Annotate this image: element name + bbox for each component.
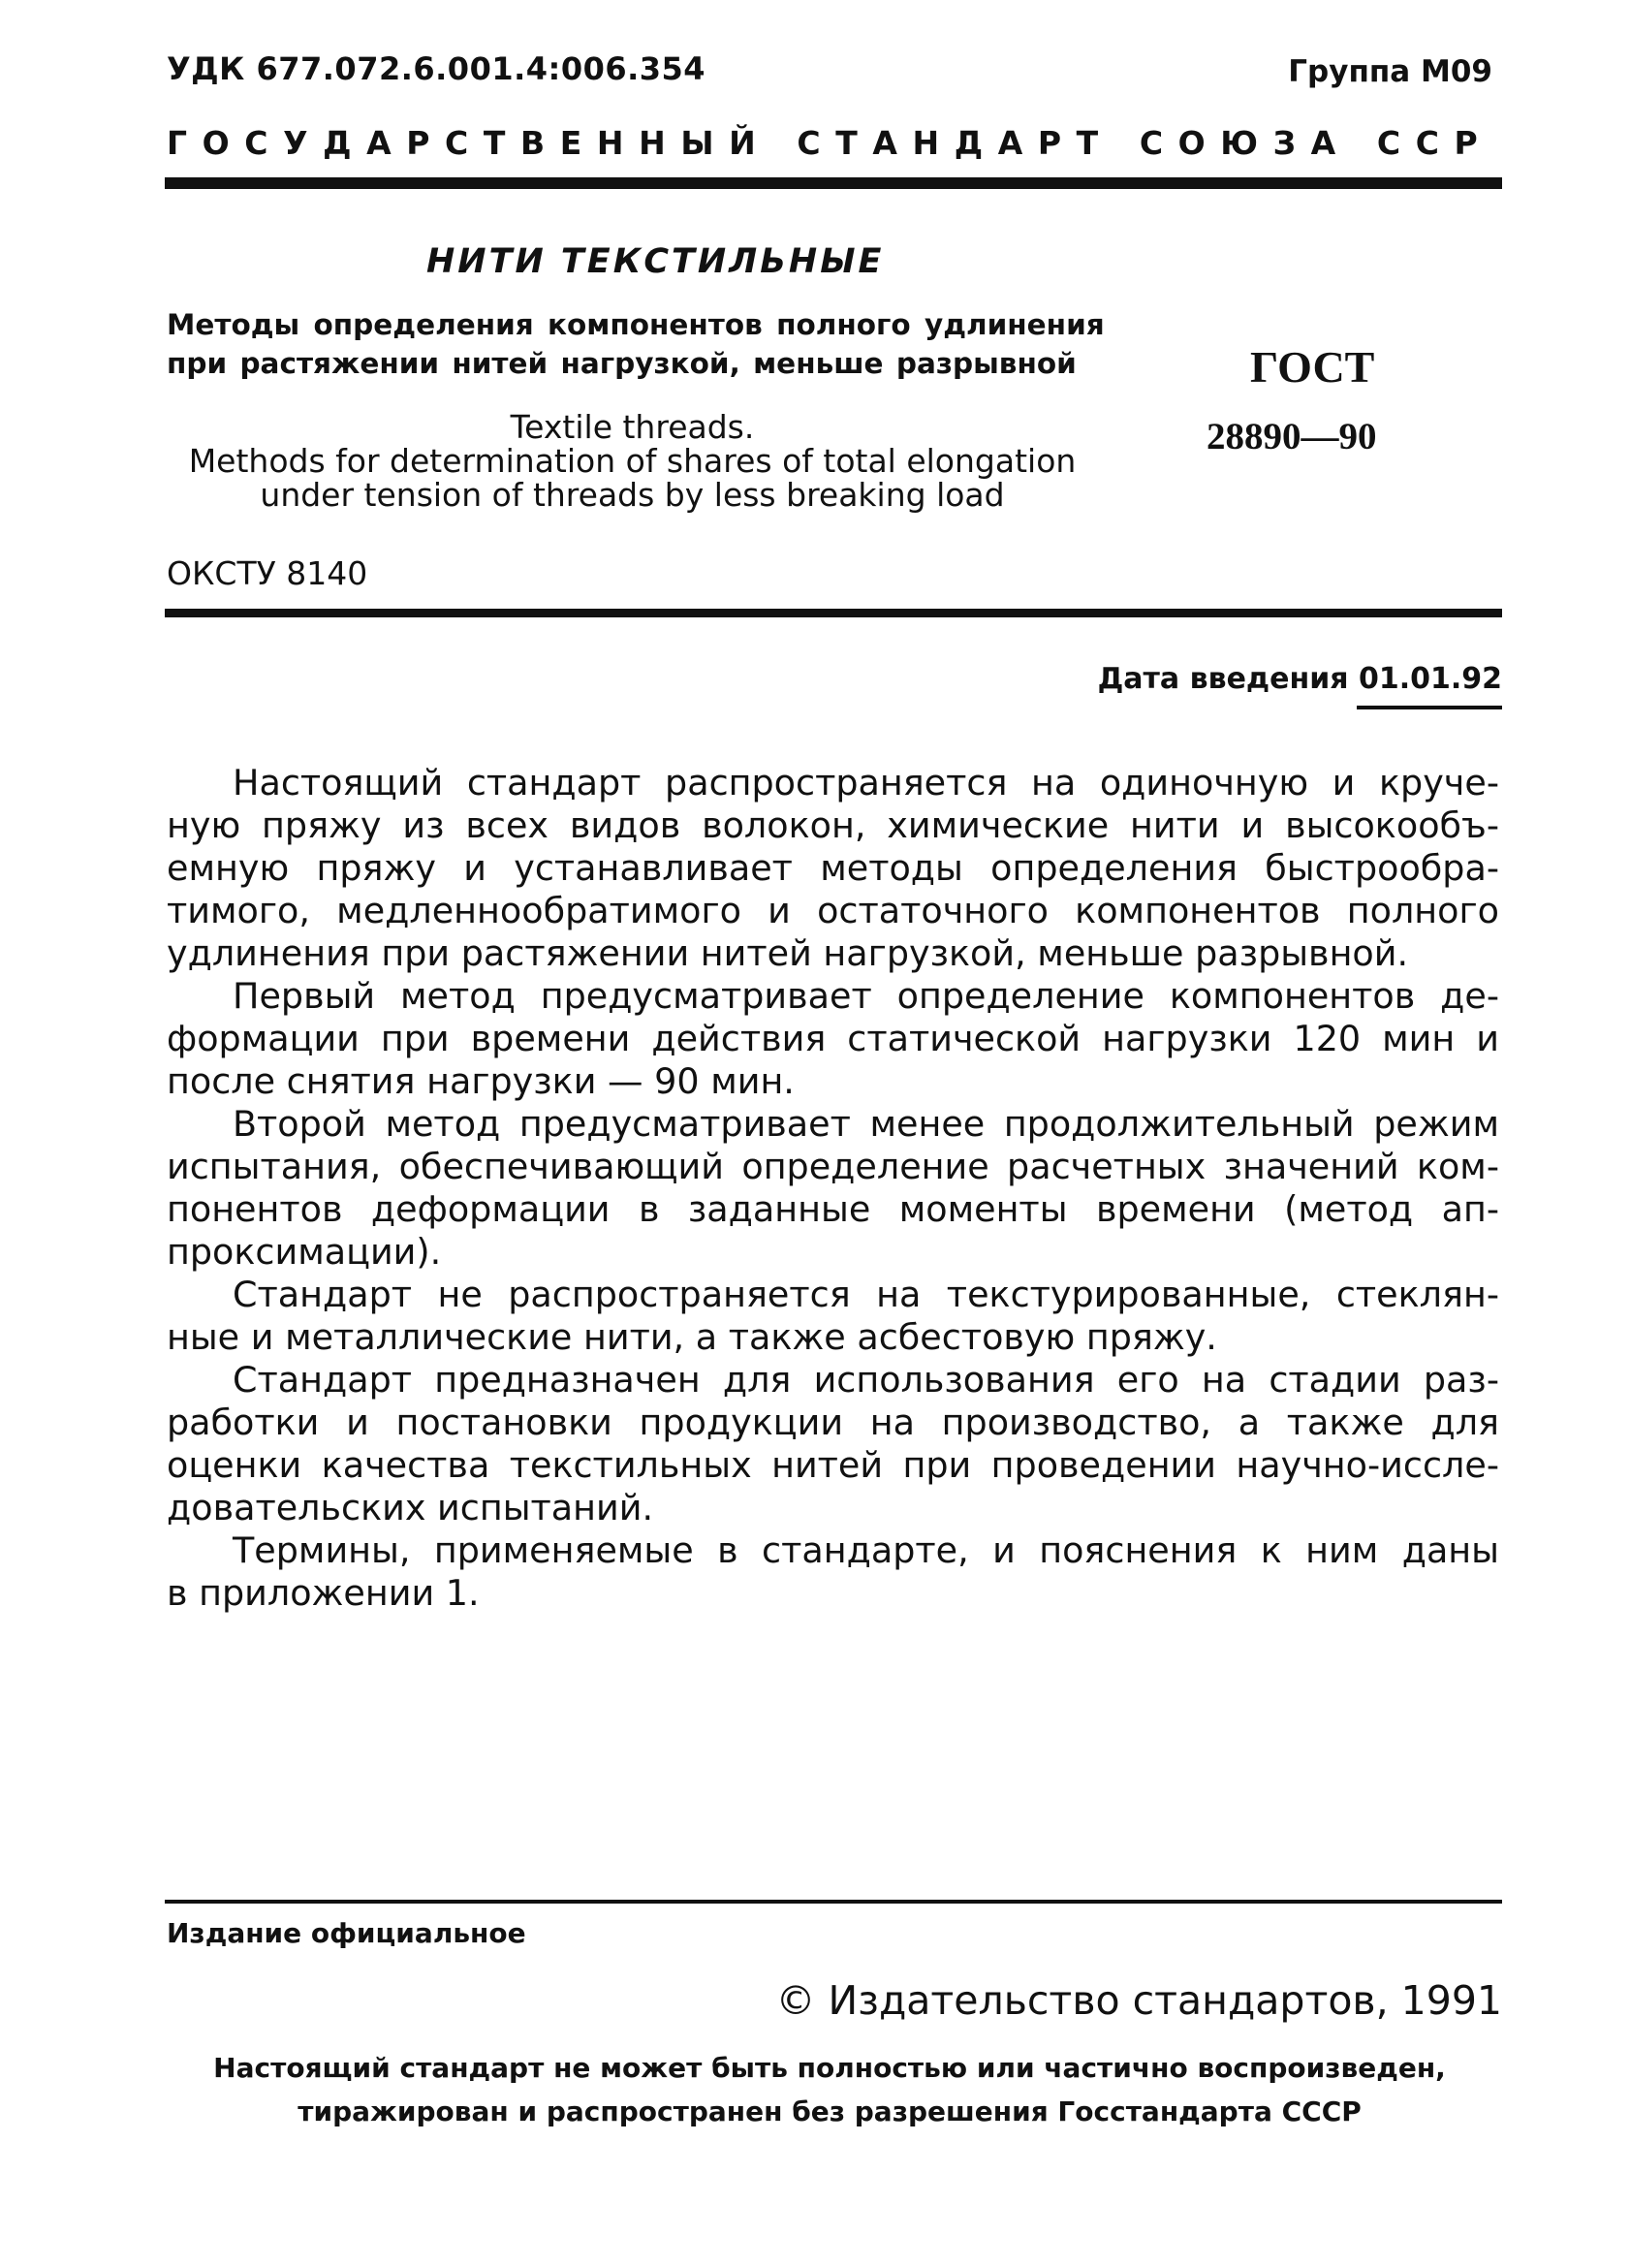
state-standard-heading: ГОСУДАРСТВЕННЫЙ СТАНДАРТ СОЮЗА ССР: [167, 124, 1493, 162]
gost-label: ГОСТ: [1250, 342, 1375, 392]
reproduction-notice-line-1: Настоящий стандарт не может быть полностью или частично воспроизведен,: [213, 2052, 1446, 2084]
english-title-line-1: Textile threads.: [510, 408, 755, 446]
paragraph-line: формации при времени действия статической нагрузки 120 мин и: [167, 1018, 1499, 1059]
paragraph-3: [167, 1103, 1499, 1274]
reproduction-notice-line-2: тиражирован и распространен без разрешения Госстандарта СССР: [298, 2095, 1362, 2127]
paragraph-line: удлинения при растяжении нитей нагрузкой, меньше разрывной.: [167, 932, 1409, 974]
udk-code: УДК 677.072.6.001.4:006.354: [167, 50, 706, 87]
subtitle-line-1: Методы определения компонентов полного удлинения: [167, 308, 1105, 341]
document-title: НИТИ ТЕКСТИЛЬНЫЕ: [426, 242, 885, 281]
gost-number: 28890—90: [1207, 416, 1377, 457]
paragraph-line: испытания, обеспечивающий определение расчетных значений ком-: [167, 1146, 1499, 1187]
introduction-date: Дата введения 01.01.92: [1097, 662, 1502, 696]
paragraph-2: [167, 975, 1499, 1103]
paragraph-5: [167, 1359, 1499, 1529]
english-title-line-2: Methods for determination of shares of total elongation: [188, 442, 1077, 480]
group-code: Группа М09: [1288, 54, 1492, 89]
paragraph-line: работки и постановки продукции на производство, а также для: [167, 1402, 1499, 1443]
paragraph-line: после снятия нагрузки — 90 мин.: [167, 1060, 795, 1102]
paragraph-line: проксимации).: [167, 1231, 442, 1273]
header-rule: [165, 177, 1502, 189]
subtitle-line-2: при растяжении нитей нагрузкой, меньше разрывной: [167, 347, 1077, 380]
paragraph-6: [167, 1529, 1499, 1615]
paragraph-4: [167, 1274, 1499, 1359]
paragraph-line: Термины, применяемые в стандарте, и пояснения к ним даны: [233, 1529, 1499, 1571]
paragraph-line: емную пряжу и устанавливает методы определения быстрообра-: [167, 847, 1499, 889]
paragraph-line: Стандарт предназначен для использования его на стадии раз-: [233, 1359, 1499, 1401]
paragraph-line: довательских испытаний.: [167, 1487, 654, 1528]
paragraph-line: оценки качества текстильных нитей при проведении научно-иссле-: [167, 1444, 1499, 1486]
paragraph-line: тимого, медленнообратимого и остаточного компонентов полного: [167, 890, 1499, 931]
english-title-block: [174, 410, 1090, 512]
paragraph-line: ные и металлические нити, а также асбестовую пряжу.: [167, 1316, 1217, 1358]
copyright-notice: © Издательство стандартов, 1991: [775, 1977, 1502, 2024]
footer-rule: [165, 1900, 1502, 1904]
paragraph-line: в приложении 1.: [167, 1572, 480, 1614]
okstu-code: ОКСТУ 8140: [167, 554, 368, 592]
paragraph-line: Второй метод предусматривает менее продолжительный режим: [233, 1103, 1499, 1145]
paragraph-1: [167, 762, 1499, 975]
paragraph-line: Стандарт не распространяется на текстурированные, стеклян-: [233, 1274, 1499, 1315]
paragraph-line: Первый метод предусматривает определение компонентов де-: [233, 975, 1499, 1017]
date-underline: [1357, 706, 1502, 709]
paragraph-line: Настоящий стандарт распространяется на одиночную и круче-: [233, 762, 1499, 803]
paragraph-line: понентов деформации в заданные моменты времени (метод ап-: [167, 1188, 1499, 1230]
english-title-line-3: under tension of threads by less breaking load: [260, 476, 1005, 514]
official-edition-label: Издание официальное: [167, 1917, 526, 1949]
title-rule: [165, 609, 1502, 617]
paragraph-line: ную пряжу из всех видов волокон, химические нити и высокообъ-: [167, 804, 1499, 846]
